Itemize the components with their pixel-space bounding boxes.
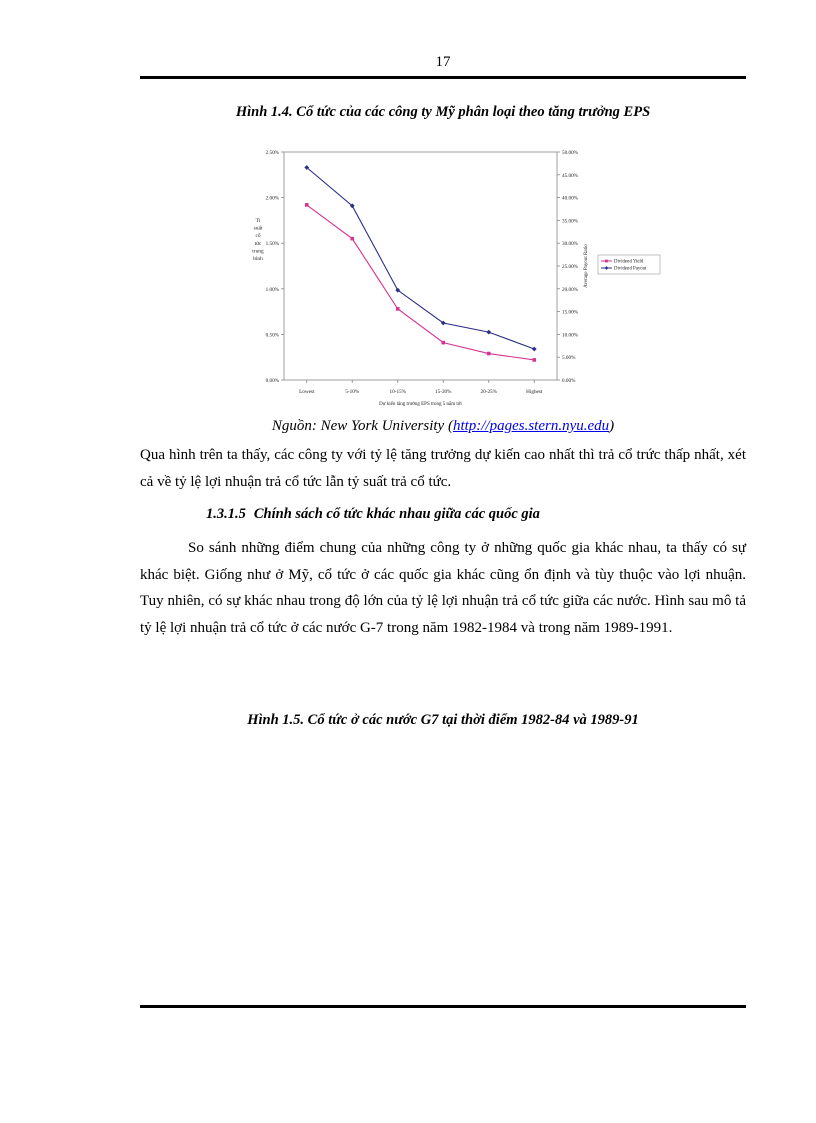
left-tick-label: 0.00%	[265, 378, 279, 384]
right-tick-label: 30.00%	[562, 241, 578, 248]
right-tick-label: 25.00%	[562, 264, 578, 270]
figure-1-caption: Hình 1.4. Cổ tức của các công ty Mỹ phân loại theo tăng trưởng EPS	[235, 104, 651, 120]
dividend-payout-line	[307, 168, 535, 349]
dividend-yield-point	[532, 358, 536, 362]
paragraph-1: Qua hình trên ta thấy, các công ty với tỷ lệ tăng trưởng dự kiến cao nhất thì trả cổ trức thấp nhất, xét cả về tỷ lệ lợi nhuận trả cổ tức lẫn tỷ suất trả cổ tức.	[140, 447, 746, 490]
dividend-payout-point	[532, 347, 537, 352]
plot-frame	[284, 152, 557, 380]
source-suffix: )	[609, 418, 615, 434]
right-axis-label: Average Payout Ratio	[584, 244, 589, 288]
left-tick-label: 1.50%	[265, 241, 279, 248]
legend-marker-dividend-yield	[605, 260, 608, 263]
left-tick-label: 1.00%	[265, 286, 279, 293]
left-axis-label-line: suất	[253, 225, 263, 232]
section-heading	[206, 506, 540, 523]
section-number: 1.3.1.5	[206, 506, 246, 522]
dividend-chart-svg	[228, 140, 668, 412]
dividend-yield-point	[305, 203, 309, 207]
x-tick-label: 20-25%	[480, 389, 497, 395]
left-tick-label: 0.50%	[265, 332, 279, 339]
footer-rule	[140, 1005, 746, 1008]
legend-label-dividend-payout: Dividend Payout	[614, 266, 647, 272]
x-tick-label: 5-10%	[345, 389, 360, 395]
dividend-payout-point	[486, 330, 491, 335]
chart-legend	[598, 255, 660, 274]
legend-label-dividend-yield: Dividend Yield	[614, 259, 644, 265]
right-tick-label: 50.00%	[562, 150, 578, 156]
source-prefix: Nguồn: New York University (	[271, 418, 453, 434]
x-tick-label: Lowest	[299, 389, 315, 395]
right-tick-label: 45.00%	[562, 172, 578, 179]
right-tick-label: 10.00%	[562, 332, 578, 339]
dividend-chart	[228, 140, 668, 412]
left-axis-label-line: trung	[252, 248, 264, 255]
left-axis-label-line: bình	[253, 256, 263, 262]
paragraph-2: So sánh những điểm chung của những công ty ở những quốc gia khác nhau, ta thấy có sự khác biệt. Giống như ở Mỹ, cổ tức ở các quốc gia khác cũng ổn định và tùy thuộc vào lợi nhuận. Tuy nhiên, có sự khác nhau trong độ lớn của tỷ lệ lợi nhuận trả cổ tức giữa các nước. Hình sau mô tả tỷ lệ lợi nhuận trả cổ tức ở các nước G-7 trong năm 1982-1984 và trong năm 1989-1991.	[140, 540, 746, 636]
right-tick-label: 35.00%	[562, 218, 578, 225]
section-title: Chính sách cổ tức khác nhau giữa các quốc gia	[253, 506, 540, 522]
right-tick-label: 0.00%	[562, 378, 576, 384]
left-tick-label: 2.50%	[265, 150, 279, 156]
x-tick-label: 10-15%	[389, 389, 406, 395]
header-rule	[140, 76, 746, 79]
dividend-yield-point	[396, 307, 400, 311]
right-tick-label: 20.00%	[562, 286, 578, 293]
left-axis-label-line: tức	[254, 240, 262, 247]
left-tick-label: 2.00%	[265, 195, 279, 202]
x-tick-label: 15-20%	[435, 389, 452, 395]
dividend-yield-point	[350, 237, 354, 241]
right-tick-label: 5.00%	[562, 355, 576, 362]
figure-2-caption: Hình 1.5. Cổ tức ở các nước G7 tại thời điểm 1982-84 và 1989-91	[247, 712, 639, 728]
left-axis-label-line: cổ	[255, 233, 261, 240]
right-tick-label: 40.00%	[562, 195, 578, 202]
source-link[interactable]: http://pages.stern.nyu.edu	[452, 418, 610, 434]
dividend-yield-point	[487, 352, 491, 356]
dividend-yield-point	[441, 341, 445, 345]
page-number: 17	[435, 54, 451, 70]
x-axis-label: Dự kiến tăng trưởng EPS trong 5 năm tới	[379, 402, 462, 407]
right-tick-label: 15.00%	[562, 309, 578, 316]
figure-source	[140, 418, 746, 435]
x-tick-label: Highest	[526, 389, 543, 395]
left-axis-label-line: Tỉ	[255, 218, 261, 224]
